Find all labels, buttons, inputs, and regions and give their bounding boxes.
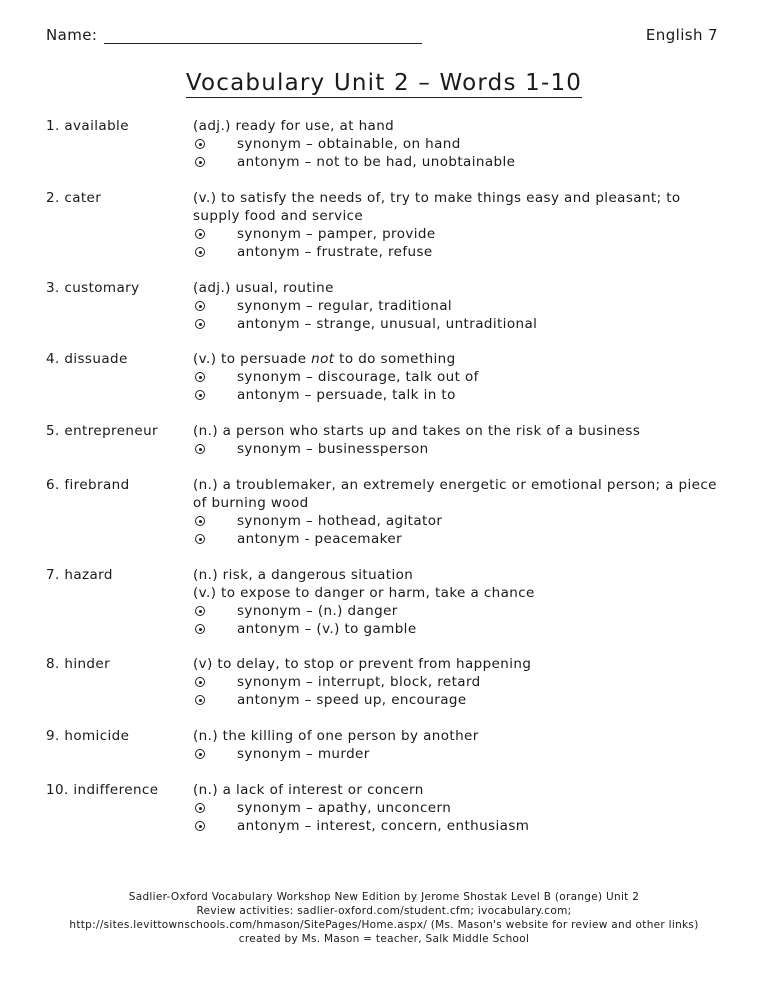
vocab-definition: [193, 781, 738, 835]
vocab-definition: [193, 279, 738, 333]
vocab-definition: [193, 655, 738, 709]
bullet-icon: [195, 821, 205, 831]
antonym-item: antonym – frustrate, refuse: [193, 243, 738, 261]
name-blank-line: [104, 43, 422, 44]
synonym-item: synonym – discourage, talk out of: [193, 368, 738, 386]
bullet-icon: [195, 301, 205, 311]
worksheet-header: [46, 26, 718, 48]
antonym-item: antonym – not to be had, unobtainable: [193, 153, 738, 171]
synonym-item: synonym – businessperson: [193, 440, 738, 458]
vocab-term: 7. hazard: [46, 567, 113, 583]
vocab-term: 3. customary: [46, 280, 140, 296]
emphasis-not: not: [311, 351, 335, 367]
definition-line: supply food and service: [193, 208, 364, 224]
bullet-icon: [195, 803, 205, 813]
bullet-icon: [195, 229, 205, 239]
synonym-item: synonym – (n.) danger: [193, 602, 738, 620]
definition-line: (v.) to expose to danger or harm, take a chance: [193, 585, 535, 601]
synonym-item: synonym – interrupt, block, retard: [193, 673, 738, 691]
definition-line: (n.) risk, a dangerous situation: [193, 567, 414, 583]
synonym-item: synonym – apathy, unconcern: [193, 799, 738, 817]
definition-line: (n.) a person who starts up and takes on the risk of a business: [193, 423, 641, 439]
synonym-item: synonym – regular, traditional: [193, 297, 738, 315]
bullet-icon: [195, 390, 205, 400]
bullet-icon: [195, 372, 205, 382]
vocab-definition: [193, 566, 738, 638]
antonym-item: antonym – speed up, encourage: [193, 691, 738, 709]
definition-line: (v) to delay, to stop or prevent from happening: [193, 656, 532, 672]
vocab-definition: [193, 189, 738, 261]
vocab-term: 9. homicide: [46, 728, 130, 744]
bullet-icon: [195, 157, 205, 167]
definition-line: (n.) a lack of interest or concern: [193, 782, 424, 798]
definition-line: (n.) a troublemaker, an extremely energetic or emotional person; a piece: [193, 477, 717, 493]
synonym-item: synonym – hothead, agitator: [193, 512, 738, 530]
bullet-icon: [195, 139, 205, 149]
antonym-item: antonym – interest, concern, enthusiasm: [193, 817, 738, 835]
name-label: Name:: [46, 26, 98, 44]
footer-line: Review activities: sadlier-oxford.com/student.cfm; ivocabulary.com;: [196, 905, 572, 917]
synonym-item: synonym – obtainable, on hand: [193, 135, 738, 153]
antonym-item: antonym – strange, unusual, untraditional: [193, 315, 738, 333]
bullet-icon: [195, 695, 205, 705]
bullet-icon: [195, 319, 205, 329]
definition-line: (v.) to satisfy the needs of, try to make things easy and pleasant; to: [193, 190, 681, 206]
definition-line: (adj.) ready for use, at hand: [193, 118, 395, 134]
vocab-term: 4. dissuade: [46, 351, 128, 367]
bullet-icon: [195, 749, 205, 759]
bullet-icon: [195, 444, 205, 454]
synonym-item: synonym – murder: [193, 745, 738, 763]
footer-credits: [0, 890, 768, 946]
bullet-icon: [195, 534, 205, 544]
vocab-definition: [193, 727, 738, 763]
vocab-definition: [193, 117, 738, 171]
vocab-definition: [193, 476, 738, 548]
definition-line: of burning wood: [193, 495, 309, 511]
bullet-icon: [195, 516, 205, 526]
vocab-term: 8. hinder: [46, 656, 111, 672]
synonym-item: synonym – pamper, provide: [193, 225, 738, 243]
vocab-definition: [193, 350, 738, 404]
vocab-term: 6. firebrand: [46, 477, 130, 493]
bullet-icon: [195, 606, 205, 616]
vocab-term: 5. entrepreneur: [46, 423, 158, 439]
vocab-term: 2. cater: [46, 190, 102, 206]
class-label: English 7: [645, 26, 718, 44]
antonym-item: antonym – persuade, talk in to: [193, 386, 738, 404]
bullet-icon: [195, 624, 205, 634]
antonym-item: antonym – (v.) to gamble: [193, 620, 738, 638]
definition-line: (v.) to persuade not to do something: [193, 351, 456, 367]
bullet-icon: [195, 677, 205, 687]
definition-line: (n.) the killing of one person by another: [193, 728, 479, 744]
footer-line: Sadlier-Oxford Vocabulary Workshop New Edition by Jerome Shostak Level B (orange) Unit 2: [128, 891, 640, 903]
vocab-term: 10. indifference: [46, 782, 159, 798]
vocab-term: 1. available: [46, 118, 129, 134]
definition-line: (adj.) usual, routine: [193, 280, 334, 296]
footer-line: created by Ms. Mason = teacher, Salk Middle School: [238, 933, 530, 945]
antonym-item: antonym - peacemaker: [193, 530, 738, 548]
bullet-icon: [195, 247, 205, 257]
page-title: Vocabulary Unit 2 – Words 1-10: [185, 70, 583, 96]
footer-line: http://sites.levittownschools.com/hmason/SitePages/Home.aspx/ (Ms. Mason's website for review and other links): [69, 919, 699, 931]
vocab-definition: [193, 422, 738, 458]
